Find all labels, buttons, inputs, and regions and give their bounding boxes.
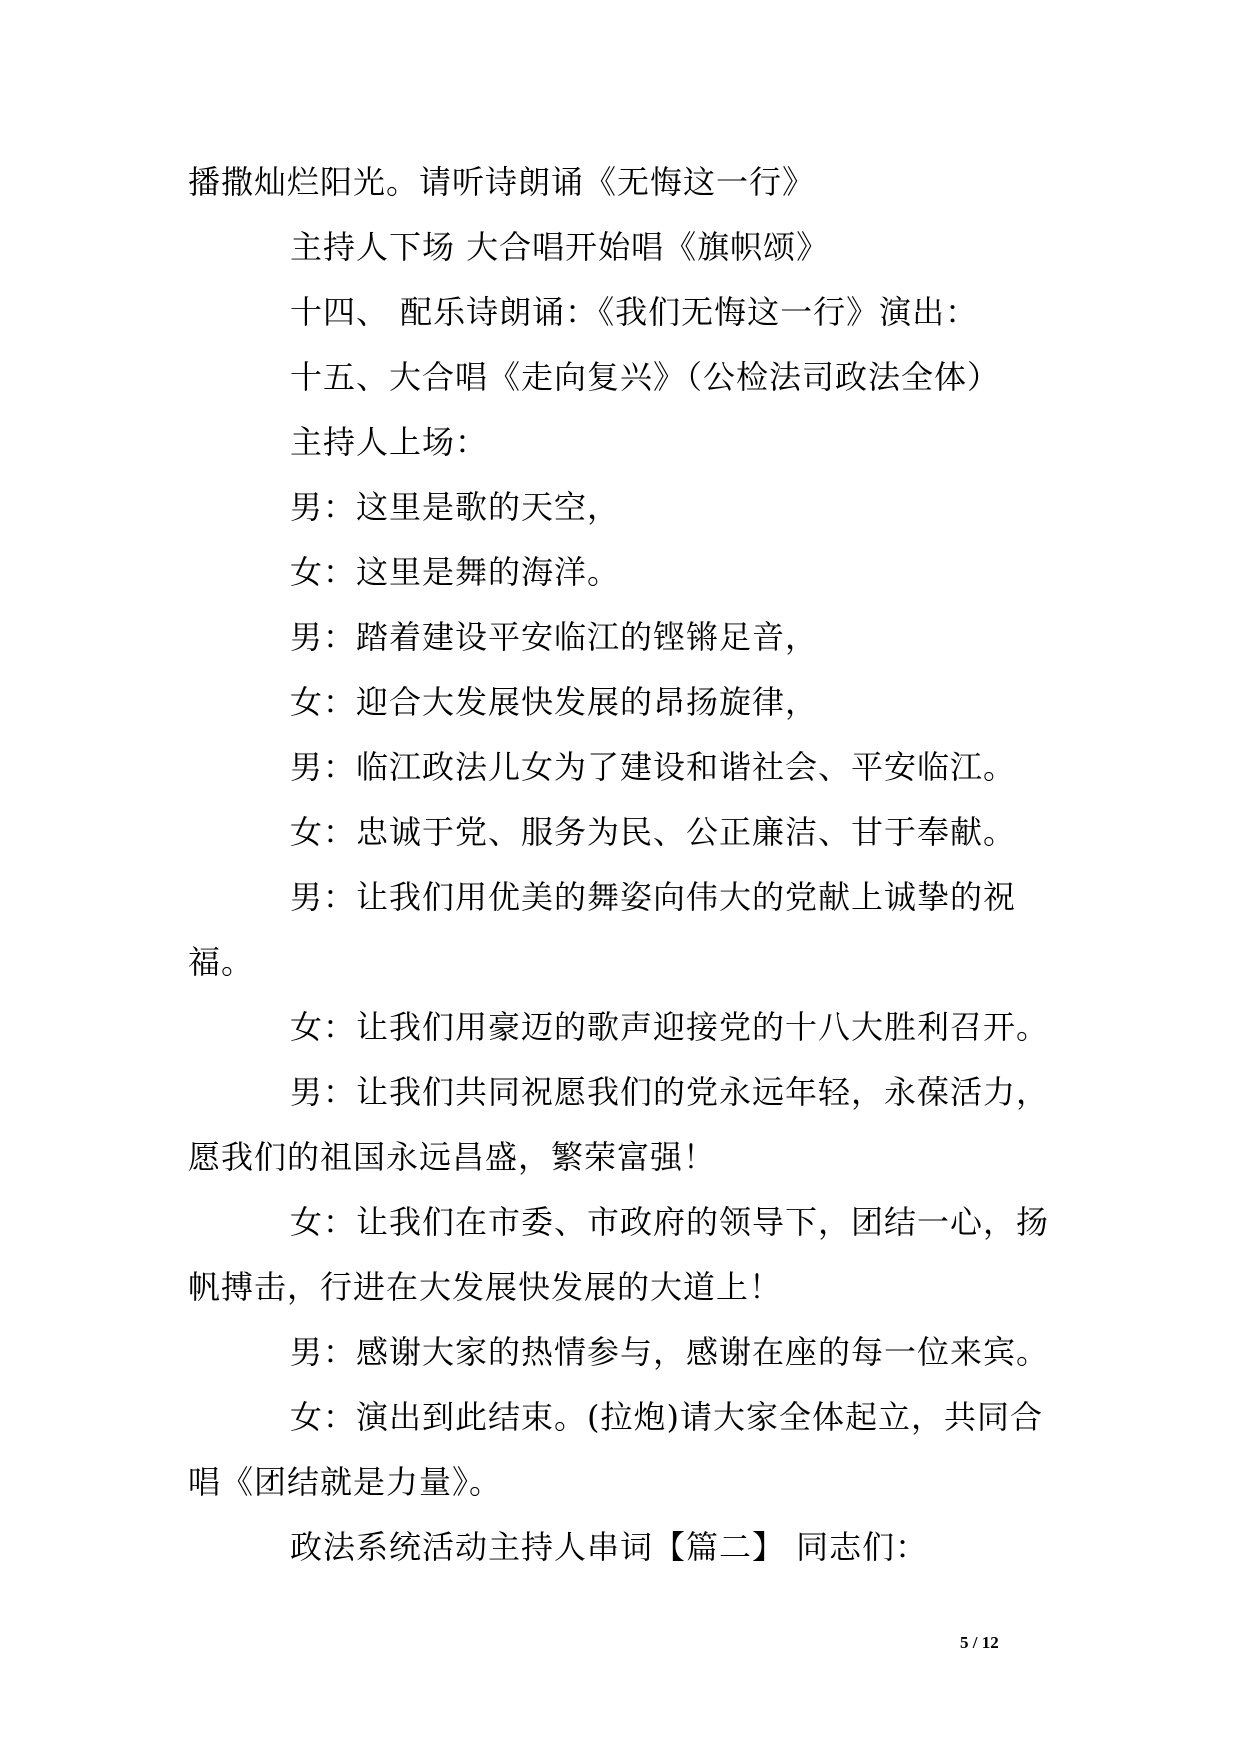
text-line: 政法系统活动主持人串词【篇二】 同志们： [290, 1528, 929, 1566]
text-line: 男：临江政法儿女为了建设和谐社会、平安临江。 [290, 748, 1017, 786]
text-line: 男：这里是歌的天空， [290, 488, 621, 526]
text-line: 男：踏着建设平安临江的铿锵足音， [290, 618, 819, 656]
text-line: 女：迎合大发展快发展的昂扬旋律， [290, 683, 819, 721]
text-line: 十四、 配乐诗朗诵：《我们无悔这一行》演出： [290, 293, 979, 331]
text-line: 女：让我们用豪迈的歌声迎接党的十八大胜利召开。 [290, 1008, 1050, 1046]
text-line: 女：演出到此结束。(拉炮)请大家全体起立，共同合 [290, 1398, 1043, 1436]
text-line: 主持人下场 大合唱开始唱《旗帜颂》 [290, 228, 830, 266]
text-line: 播撒灿烂阳光。请听诗朗诵《无悔这一行》 [188, 163, 816, 201]
text-line: 男：让我们用优美的舞姿向伟大的党献上诚挚的祝 [290, 878, 1017, 916]
page-number: 5 / 12 [960, 1633, 999, 1652]
text-line: 男：让我们共同祝愿我们的党永远年轻，永葆活力， [290, 1073, 1050, 1111]
text-line: 女：忠诚于党、服务为民、公正廉洁、甘于奉献。 [290, 813, 1017, 851]
document-body [188, 150, 1058, 1580]
text-line: 十五、大合唱《走向复兴》（公检法司政法全体） [290, 358, 1001, 396]
text-line: 女：这里是舞的海洋。 [290, 553, 621, 591]
text-line: 男：感谢大家的热情参与，感谢在座的每一位来宾。 [290, 1333, 1050, 1371]
text-line: 福。 [188, 943, 255, 981]
text-line: 帆搏击，行进在大发展快发展的大道上！ [188, 1268, 783, 1306]
text-line: 唱《团结就是力量》。 [188, 1463, 503, 1501]
text-line: 主持人上场： [290, 423, 489, 461]
text-line: 愿我们的祖国永远昌盛，繁荣富强！ [188, 1138, 717, 1176]
text-line: 女：让我们在市委、市政府的领导下，团结一心，扬 [290, 1203, 1050, 1241]
